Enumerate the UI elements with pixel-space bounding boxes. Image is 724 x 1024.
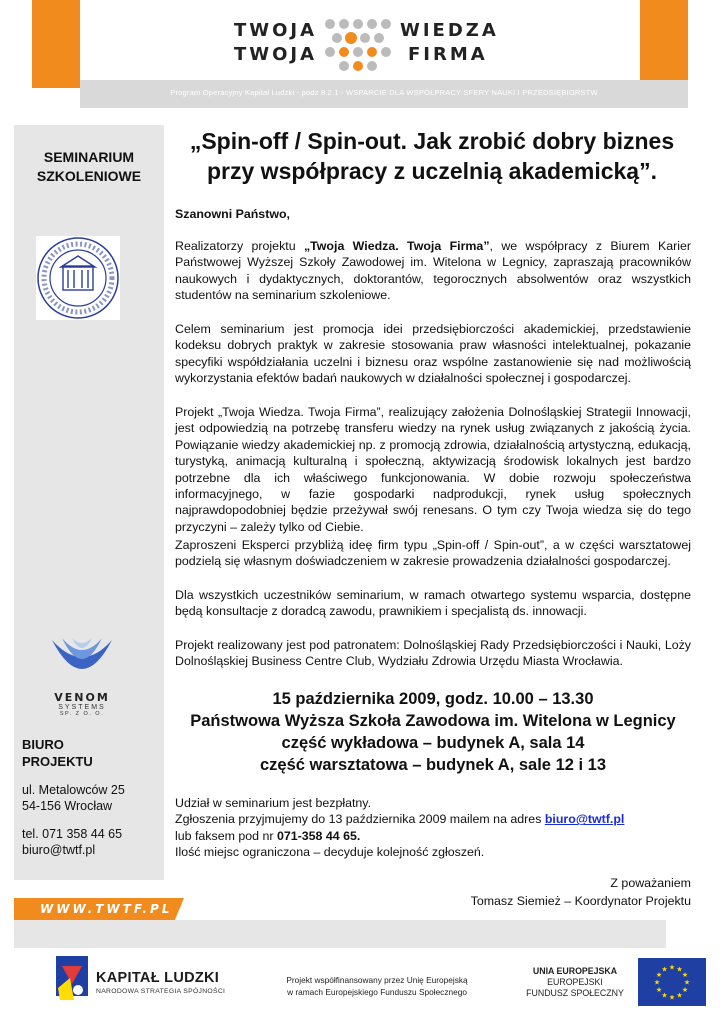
event-workshop-rooms: część warsztatowa – budynek A, sale 12 i 13 [259, 756, 607, 774]
project-office-title [22, 736, 162, 770]
sign-name: Tomasz Siemież – Koordynator Projektu [470, 894, 691, 908]
biuro-line: BIURO [22, 737, 64, 752]
text-run: , we współpracy z Biurem Karier Państwowej Wyższej Szkoły Zawodowej im. Witelona w Legnicy, zapraszają pracowników naukowych i dydaktycznych, doktorantów, tegorocznych absolwentów oraz wszystkich studentów na seminarium szkoleniowe. [175, 239, 692, 303]
venom-systems-logo [44, 636, 120, 718]
event-lecture-room: część wykładowa – budynek A, sala 14 [281, 734, 585, 752]
address-line: 54-156 Wrocław [22, 799, 113, 813]
sidebar-title [14, 148, 164, 186]
kapital-ludzki-text [96, 970, 225, 995]
paragraph-consultations: Dla wszystkich uczestników seminarium, w ramach otwartego systemu wsparcia, dostępne będą konsultacje z doradcą zawodu, prawnikiem i specjalistą ds. innowacji. [175, 588, 691, 619]
logo-word: FIRMA [408, 44, 488, 65]
website-badge[interactable] [14, 898, 184, 922]
eu-star-icon: ★ [683, 979, 691, 987]
footer-band [14, 920, 666, 948]
eu-star-icon: ★ [661, 966, 668, 974]
signature [400, 874, 691, 910]
twoja-wiedza-logo [230, 14, 500, 74]
eu-flag-icon [638, 958, 706, 1006]
office-email[interactable]: biuro@twtf.pl [22, 843, 96, 857]
eu-star-icon: ★ [655, 987, 663, 994]
eu-star-icon: ★ [676, 966, 683, 974]
cofinancing-note [268, 974, 486, 998]
venom-sub2: SP. Z O. O. [59, 711, 105, 717]
paragraph-project: Projekt „Twoja Wiedza. Twoja Firma”, realizujący założenia Dolnośląskiej Strategii Innowacji, jest odpowiedzią na potrzebę transferu wiedzy na rynek usług związanych z jakością życia. Powiązanie wiedzy akademickiej np. z promocją zdrowia, działalnością artystyczną, edukacją, turystyką, animacją kulturalną i społeczną, aktywizacją środowisk lokalnych jest bardzo potrzebne dla ich właściwego funkcjonowania. W dobie rozwoju społeczeństwa informacyjnego, w fazie gospodarki nadprodukcji, rynek usług społecznych najprawdopodobniej będzie przeżywał swój renesans. O tym czy Twoja wiedza się do tego przyczyni – zależy tylko od Ciebie. [175, 405, 691, 534]
text-run: Zgłoszenia przyjmujemy do 13 października 2009 mailem na adres [175, 812, 545, 827]
info-free: Udział w seminarium jest bezpłatny. [175, 796, 372, 810]
cofin-line: Projekt współfinansowany przez Unię Europejską [286, 975, 468, 985]
info-fax [175, 828, 691, 844]
address-line: ul. Metalowców 25 [22, 783, 125, 797]
event-details [175, 688, 691, 776]
eu-star-icon: ★ [681, 972, 689, 979]
project-name: „Twoja Wiedza. Twoja Firma” [303, 239, 490, 253]
info-registration [175, 811, 691, 827]
logo-word: TWOJA [234, 44, 318, 65]
fax-number: 071-358 44 65. [276, 828, 361, 843]
eu-star-icon: ★ [676, 992, 683, 1000]
program-line: Program Operacyjny Kapitał Ludzki - podz 8.2.1 - WSPARCIE DLA WSPÓŁPRACY SFERY NAUKI I PRZEDSIĘBIORSTW [170, 88, 598, 97]
kapital-ludzki-icon [52, 956, 92, 1016]
text-run: Realizatorzy projektu [175, 239, 304, 253]
paragraph-experts: Zaproszeni Eksperci przybliżą ideę firm typu „Spin-off / Spin-out”, a w części warsztatowej podzielą się własnym doświadczeniem w zakresie prowadzenia działalności gospodarczej. [175, 538, 691, 569]
office-phone: tel. 071 358 44 65 [22, 827, 123, 841]
eu-star-icon: ★ [668, 964, 676, 972]
registration-email-link[interactable]: biuro@twtf.pl [544, 812, 625, 827]
sidebar-title-line: SEMINARIUM [43, 149, 135, 165]
eu-star-icon: ★ [653, 979, 661, 987]
venom-sub: SYSTEMS [58, 704, 106, 711]
paragraph-patronage: Projekt realizowany jest pod patronatem: Dolnośląskiej Rady Przedsiębiorczości i Nauki, Loży Dolnośląskiej Business Centre Club, Wydziału Zdrowia Urzędu Miasta Wrocławia. [175, 638, 691, 669]
event-venue: Państwowa Wyższa Szkoła Zawodowa im. Witelona w Legnicy [190, 712, 676, 730]
school-seal-icon [36, 236, 120, 320]
text-run: lub faksem pod nr [175, 828, 277, 843]
greeting: Szanowni Państwo, [175, 207, 290, 221]
sign-closing: Z poważaniem [610, 876, 691, 890]
eu-star-icon: ★ [668, 994, 676, 1002]
event-date: 15 października 2009, godz. 10.00 – 13.30 [272, 690, 594, 708]
info-limited: Ilość miejsc ograniczona – decyduje kolejność zgłoszeń. [175, 845, 485, 860]
sidebar-title-line: SZKOLENIOWE [36, 168, 142, 184]
logo-word: WIEDZA [400, 20, 499, 41]
paragraph-goal: Celem seminarium jest promocja idei przedsiębiorczości akademickiej, przedstawienie kodeksu dobrych praktyk w zakresie stosowania praw własności intelektualnej, pokazanie specyfiki współdziałania uczelni i biznesu oraz wspólne zastanowienie się nad możliwością wykorzystania efektów badań naukowych w działalności społecznej i gospodarczej. [175, 322, 691, 386]
registration-info [175, 795, 691, 861]
orange-corner-square-left [32, 0, 80, 88]
paragraph-intro [175, 238, 691, 304]
website-text: WWW.TWTF.PL [40, 902, 173, 916]
orange-corner-square-right [640, 0, 688, 88]
page-title: „Spin-off / Spin-out. Jak zrobić dobry biznes przy współpracy z uczelnią akademicką”. [189, 128, 675, 184]
ue-line: FUNDUSZ SPOŁECZNY [526, 988, 624, 998]
ue-line: EUROPEJSKI [547, 977, 603, 987]
cofin-line: w ramach Europejskiego Funduszu Społecznego [287, 987, 467, 997]
kl-title: KAPITAŁ LUDZKI [96, 970, 220, 986]
eu-star-icon: ★ [681, 987, 689, 994]
eu-fund-text [520, 966, 630, 999]
dot-grid-icon [322, 16, 398, 72]
eu-star-icon: ★ [661, 992, 668, 1000]
office-address [22, 782, 164, 814]
logo-word: TWOJA [234, 20, 318, 41]
ue-title: UNIA EUROPEJSKA [532, 966, 618, 976]
eu-star-icon: ★ [655, 972, 663, 979]
biuro-line: PROJEKTU [22, 754, 93, 769]
kl-subtitle: NARODOWA STRATEGIA SPÓJNOŚCI [96, 988, 226, 995]
venom-name: VENOM [54, 691, 110, 704]
office-contact [22, 826, 164, 858]
